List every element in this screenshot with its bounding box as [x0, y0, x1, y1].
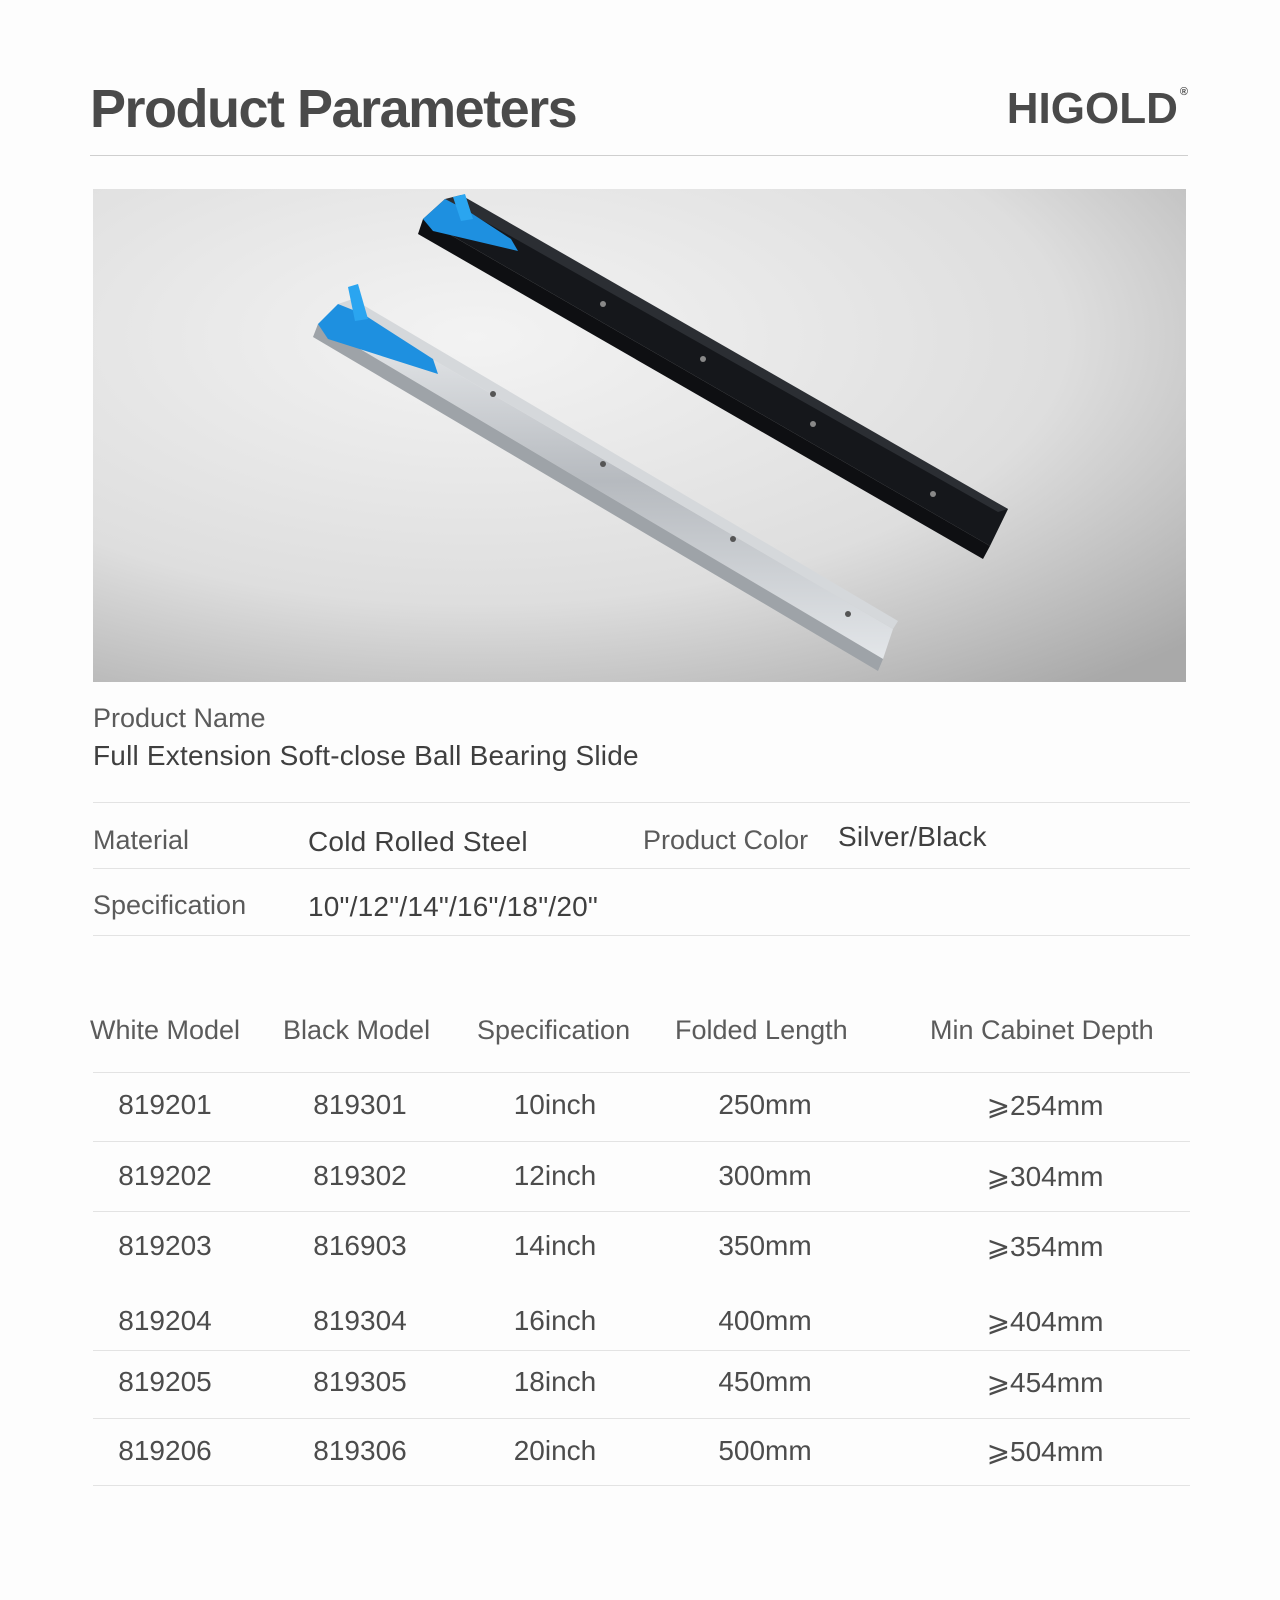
divider [93, 802, 1190, 803]
table-cell: 300mm [718, 1160, 812, 1191]
registered-mark: ® [1179, 86, 1188, 98]
brand-name: HIGOLD [1006, 84, 1178, 133]
specification-label: Specification [93, 890, 247, 920]
table-cell: 819302 [313, 1160, 407, 1191]
column-header-white-model: White Model [90, 1015, 241, 1045]
material-value: Cold Rolled Steel [308, 826, 528, 857]
page-header [90, 78, 1188, 156]
table-cell: 400mm [718, 1305, 812, 1336]
table-cell: 12inch [513, 1160, 597, 1191]
table-cell: 350mm [718, 1230, 812, 1261]
table-cell: 819205 [118, 1366, 212, 1397]
table-cell: 819204 [118, 1305, 212, 1336]
table-cell: 816903 [313, 1230, 407, 1261]
table-cell: 450mm [718, 1366, 812, 1397]
column-header-min-cabinet-depth: Min Cabinet Depth [930, 1015, 1154, 1045]
table-cell: 10inch [513, 1089, 597, 1120]
column-header-black-model: Black Model [283, 1015, 431, 1045]
table-cell: ⩾254mm [986, 1090, 1104, 1121]
color-label: Product Color [643, 825, 809, 855]
header-divider [90, 155, 1188, 156]
table-cell: ⩾454mm [986, 1367, 1104, 1398]
product-photo [93, 189, 1186, 682]
product-name-label: Product Name [93, 703, 266, 733]
table-cell: 250mm [718, 1089, 812, 1120]
table-cell: ⩾304mm [986, 1161, 1104, 1192]
table-cell: 18inch [513, 1366, 597, 1397]
table-cell: 20inch [513, 1435, 597, 1466]
table-cell: 819306 [313, 1435, 407, 1466]
table-cell: 16inch [513, 1305, 597, 1336]
table-cell: 819304 [313, 1305, 407, 1336]
divider [93, 1350, 1190, 1351]
table-cell: 819305 [313, 1366, 407, 1397]
divider [93, 1072, 1190, 1073]
product-name-value: Full Extension Soft-close Ball Bearing Slide [93, 740, 639, 771]
page-title: Product Parameters [90, 79, 577, 139]
column-header-specification: Specification [477, 1015, 631, 1045]
divider [93, 1485, 1190, 1486]
divider [93, 935, 1190, 936]
table-cell: 14inch [513, 1230, 597, 1261]
divider [93, 1211, 1190, 1212]
specification-value: 10"/12"/14"/16"/18"/20" [308, 891, 599, 922]
column-header-folded-length: Folded Length [675, 1015, 848, 1045]
table-cell: 819202 [118, 1160, 212, 1191]
table-cell: ⩾404mm [986, 1306, 1104, 1337]
divider [93, 868, 1190, 869]
brand-logo [1007, 84, 1188, 134]
material-label: Material [93, 825, 190, 855]
table-cell: 819203 [118, 1230, 212, 1261]
divider [93, 1418, 1190, 1419]
table-cell: 819201 [118, 1089, 212, 1120]
table-cell: 819301 [313, 1089, 407, 1120]
color-value: Silver/Black [838, 821, 987, 852]
table-cell: 500mm [718, 1435, 812, 1466]
table-cell: 819206 [118, 1435, 212, 1466]
divider [93, 1141, 1190, 1142]
table-cell: ⩾354mm [986, 1231, 1104, 1262]
table-cell: ⩾504mm [986, 1436, 1104, 1467]
